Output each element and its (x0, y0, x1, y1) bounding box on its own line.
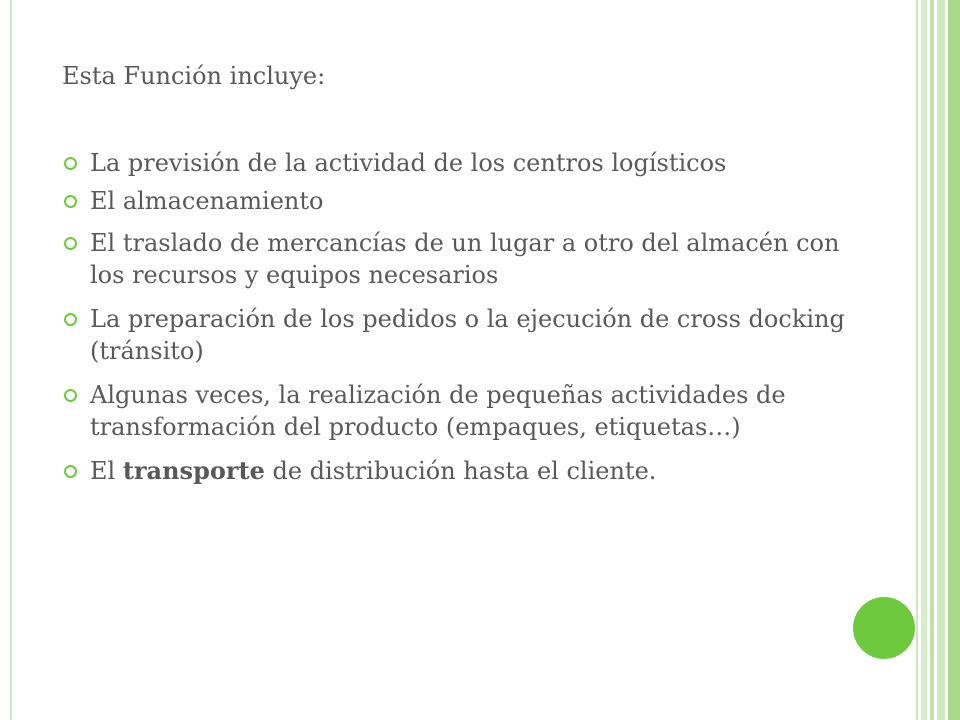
decorative-stripe (921, 0, 927, 720)
bullet-text: El almacenamiento (90, 187, 324, 215)
bullet-text-suffix: de distribución hasta el cliente. (264, 457, 657, 485)
bullet-text: El traslado de mercancías de un lugar a otro del almacén con los recursos y equipos necesarios (90, 229, 840, 289)
hollow-circle-icon (64, 195, 77, 208)
bullet-item (62, 455, 862, 487)
hollow-circle-icon (64, 237, 77, 250)
hollow-circle-icon (64, 465, 77, 478)
bullet-item (62, 379, 862, 443)
hollow-circle-icon (64, 157, 77, 170)
slide-content (62, 60, 862, 499)
bullet-text: La previsión de la actividad de los centros logísticos (90, 149, 727, 177)
hollow-circle-icon (64, 313, 77, 326)
decorative-stripe (937, 0, 945, 720)
bullet-text: Algunas veces, la realización de pequeñas actividades de transformación del producto (empaques, etiquetas…) (90, 381, 786, 441)
decorative-stripe (948, 0, 960, 720)
bullet-item (62, 227, 862, 291)
bullet-item (62, 185, 862, 217)
decorative-stripe (930, 0, 934, 720)
bullet-item (62, 303, 862, 367)
bullet-item (62, 147, 862, 179)
bullet-text-bold: transporte (122, 456, 265, 485)
green-circle-icon (853, 597, 915, 659)
bullet-text-prefix: El (90, 457, 123, 485)
bullet-list (62, 147, 862, 487)
intro-text: Esta Función incluye: (62, 62, 326, 90)
hollow-circle-icon (64, 389, 77, 402)
bullet-text: La preparación de los pedidos o la ejecución de cross docking (tránsito) (90, 305, 845, 365)
